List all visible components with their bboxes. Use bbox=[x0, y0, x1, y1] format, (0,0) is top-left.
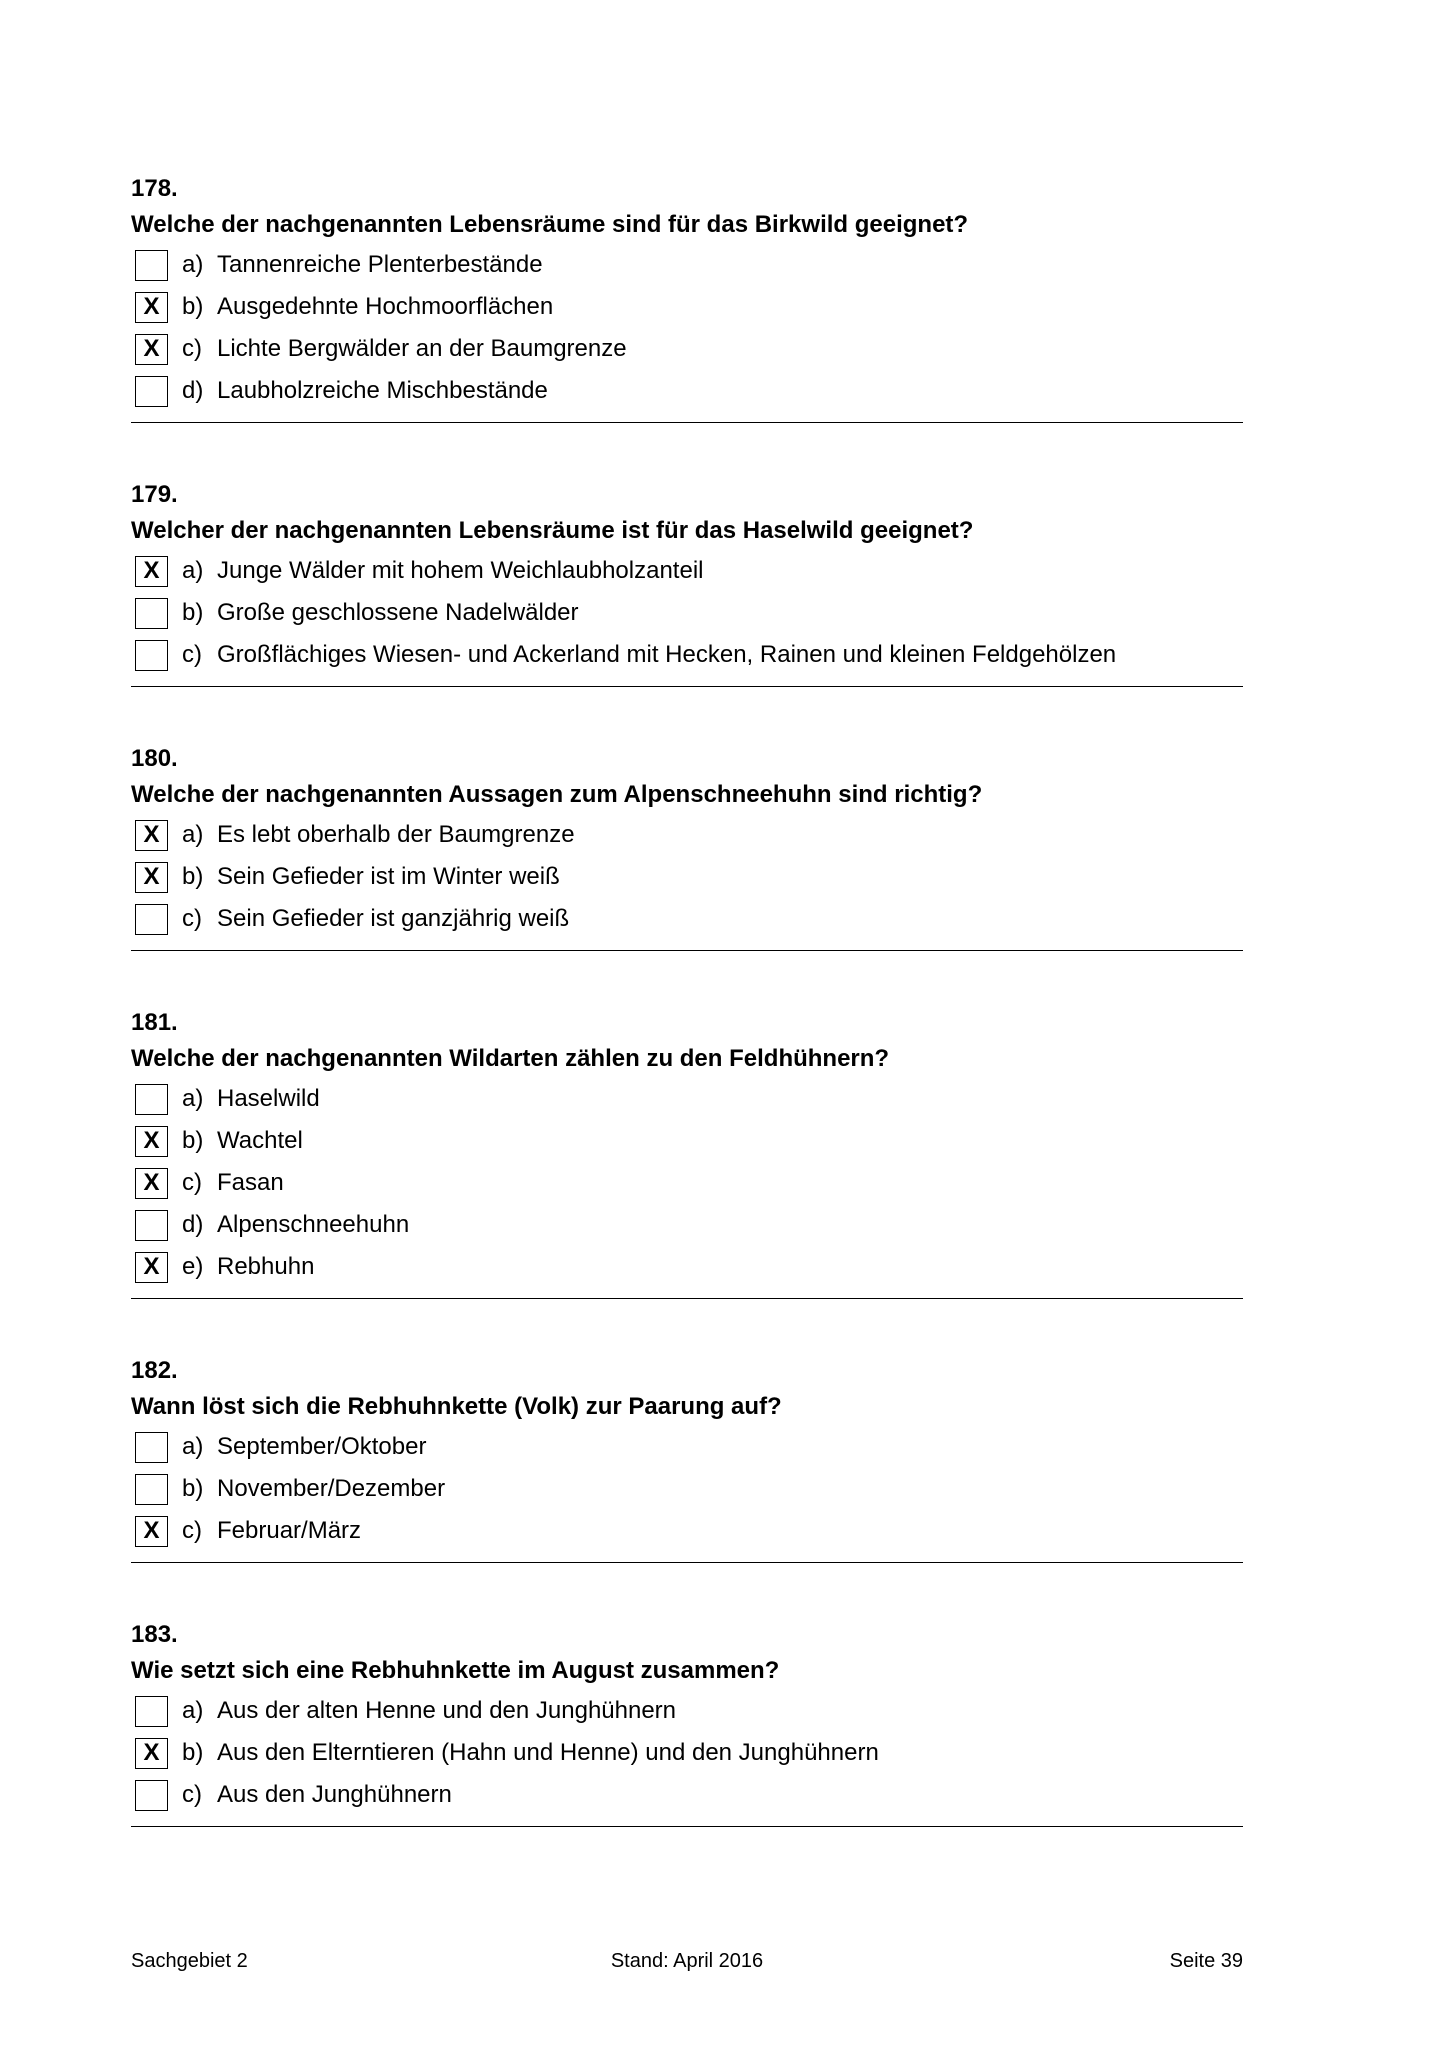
answer-checkbox[interactable] bbox=[135, 1780, 168, 1811]
question-block bbox=[131, 1618, 1243, 1827]
answer-option bbox=[131, 1468, 1243, 1510]
answer-checkbox[interactable] bbox=[135, 1210, 168, 1241]
option-text: Rebhuhn bbox=[217, 1253, 315, 1280]
answer-option bbox=[131, 1510, 1243, 1552]
question-number: 183. bbox=[131, 1621, 178, 1648]
page-footer bbox=[131, 1950, 1243, 1980]
answer-option bbox=[131, 370, 1243, 412]
answer-option bbox=[131, 1204, 1243, 1246]
question-number: 179. bbox=[131, 481, 178, 508]
option-letter: d) bbox=[182, 377, 204, 404]
option-text: Lichte Bergwälder an der Baumgrenze bbox=[217, 335, 627, 362]
answer-checkbox[interactable]: X bbox=[135, 1738, 168, 1769]
answer-checkbox[interactable] bbox=[135, 598, 168, 629]
question-number: 180. bbox=[131, 745, 178, 772]
option-text: Großflächiges Wiesen- und Ackerland mit Hecken, Rainen und kleinen Feldgehölzen bbox=[217, 641, 1117, 668]
option-letter: a) bbox=[182, 557, 204, 584]
option-letter: c) bbox=[182, 905, 202, 932]
option-letter: c) bbox=[182, 641, 202, 668]
answer-checkbox[interactable]: X bbox=[135, 1516, 168, 1547]
answer-checkbox[interactable]: X bbox=[135, 1126, 168, 1157]
question-text: Welche der nachgenannten Aussagen zum Alpenschneehuhn sind richtig? bbox=[131, 781, 983, 808]
option-text: Junge Wälder mit hohem Weichlaubholzanteil bbox=[217, 557, 704, 584]
question-block bbox=[131, 742, 1243, 951]
footer-page-number: Seite 39 bbox=[1169, 1950, 1243, 1972]
answer-option bbox=[131, 1774, 1243, 1816]
option-text: Große geschlossene Nadelwälder bbox=[217, 599, 579, 626]
option-text: November/Dezember bbox=[217, 1475, 446, 1502]
answer-option bbox=[131, 634, 1243, 676]
answer-checkbox[interactable] bbox=[135, 376, 168, 407]
answer-checkbox[interactable]: X bbox=[135, 556, 168, 587]
option-text: Tannenreiche Plenterbestände bbox=[217, 251, 543, 278]
question-number: 178. bbox=[131, 175, 178, 202]
answer-option bbox=[131, 286, 1243, 328]
option-letter: c) bbox=[182, 1517, 202, 1544]
option-letter: a) bbox=[182, 821, 204, 848]
question-block bbox=[131, 1354, 1243, 1563]
option-letter: a) bbox=[182, 1433, 204, 1460]
answer-option bbox=[131, 1162, 1243, 1204]
answer-option bbox=[131, 1120, 1243, 1162]
option-text: Alpenschneehuhn bbox=[217, 1211, 410, 1238]
answer-option bbox=[131, 1690, 1243, 1732]
option-letter: b) bbox=[182, 293, 204, 320]
option-text: Ausgedehnte Hochmoorflächen bbox=[217, 293, 554, 320]
option-text: Sein Gefieder ist ganzjährig weiß bbox=[217, 905, 570, 932]
answer-checkbox[interactable] bbox=[135, 640, 168, 671]
question-block bbox=[131, 1006, 1243, 1299]
question-number: 181. bbox=[131, 1009, 178, 1036]
question-block bbox=[131, 478, 1243, 687]
question-text: Welche der nachgenannten Lebensräume sind für das Birkwild geeignet? bbox=[131, 211, 969, 238]
option-letter: a) bbox=[182, 1085, 204, 1112]
option-letter: b) bbox=[182, 1127, 204, 1154]
question-number: 182. bbox=[131, 1357, 178, 1384]
option-letter: c) bbox=[182, 1169, 202, 1196]
option-text: Aus der alten Henne und den Junghühnern bbox=[217, 1697, 677, 1724]
option-letter: c) bbox=[182, 335, 202, 362]
option-letter: b) bbox=[182, 1475, 204, 1502]
option-text: Wachtel bbox=[217, 1127, 303, 1154]
option-text: Laubholzreiche Mischbestände bbox=[217, 377, 548, 404]
option-text: Aus den Junghühnern bbox=[217, 1781, 452, 1808]
answer-checkbox[interactable]: X bbox=[135, 1168, 168, 1199]
question-block bbox=[131, 172, 1243, 423]
answer-option bbox=[131, 244, 1243, 286]
answer-checkbox[interactable] bbox=[135, 250, 168, 281]
option-letter: a) bbox=[182, 1697, 204, 1724]
answer-option bbox=[131, 1732, 1243, 1774]
option-letter: e) bbox=[182, 1253, 204, 1280]
answer-option bbox=[131, 856, 1243, 898]
footer-subject: Sachgebiet 2 bbox=[131, 1950, 248, 1972]
answer-option bbox=[131, 1078, 1243, 1120]
answer-checkbox[interactable] bbox=[135, 904, 168, 935]
question-list bbox=[131, 172, 1243, 1882]
option-text: Sein Gefieder ist im Winter weiß bbox=[217, 863, 560, 890]
option-text: Aus den Elterntieren (Hahn und Henne) und den Junghühnern bbox=[217, 1739, 879, 1766]
answer-checkbox[interactable]: X bbox=[135, 1252, 168, 1283]
option-letter: d) bbox=[182, 1211, 204, 1238]
answer-checkbox[interactable] bbox=[135, 1432, 168, 1463]
answer-checkbox[interactable] bbox=[135, 1474, 168, 1505]
answer-checkbox[interactable] bbox=[135, 1696, 168, 1727]
option-letter: b) bbox=[182, 599, 204, 626]
answer-option bbox=[131, 814, 1243, 856]
answer-option bbox=[131, 550, 1243, 592]
answer-option bbox=[131, 592, 1243, 634]
answer-option bbox=[131, 898, 1243, 940]
option-text: Es lebt oberhalb der Baumgrenze bbox=[217, 821, 575, 848]
question-text: Welche der nachgenannten Wildarten zählen zu den Feldhühnern? bbox=[131, 1045, 890, 1072]
answer-checkbox[interactable]: X bbox=[135, 334, 168, 365]
question-text: Welcher der nachgenannten Lebensräume ist für das Haselwild geeignet? bbox=[131, 517, 974, 544]
answer-option bbox=[131, 1426, 1243, 1468]
option-text: September/Oktober bbox=[217, 1433, 427, 1460]
option-text: Haselwild bbox=[217, 1085, 320, 1112]
option-letter: b) bbox=[182, 863, 204, 890]
answer-checkbox[interactable] bbox=[135, 1084, 168, 1115]
answer-option bbox=[131, 1246, 1243, 1288]
answer-checkbox[interactable]: X bbox=[135, 862, 168, 893]
answer-checkbox[interactable]: X bbox=[135, 292, 168, 323]
option-letter: b) bbox=[182, 1739, 204, 1766]
question-text: Wann löst sich die Rebhuhnkette (Volk) zur Paarung auf? bbox=[131, 1393, 782, 1420]
option-letter: c) bbox=[182, 1781, 202, 1808]
option-text: Februar/März bbox=[217, 1517, 362, 1544]
question-text: Wie setzt sich eine Rebhuhnkette im August zusammen? bbox=[131, 1657, 780, 1684]
footer-date: Stand: April 2016 bbox=[610, 1950, 764, 1972]
option-letter: a) bbox=[182, 251, 204, 278]
answer-checkbox[interactable]: X bbox=[135, 820, 168, 851]
answer-option bbox=[131, 328, 1243, 370]
option-text: Fasan bbox=[217, 1169, 284, 1196]
